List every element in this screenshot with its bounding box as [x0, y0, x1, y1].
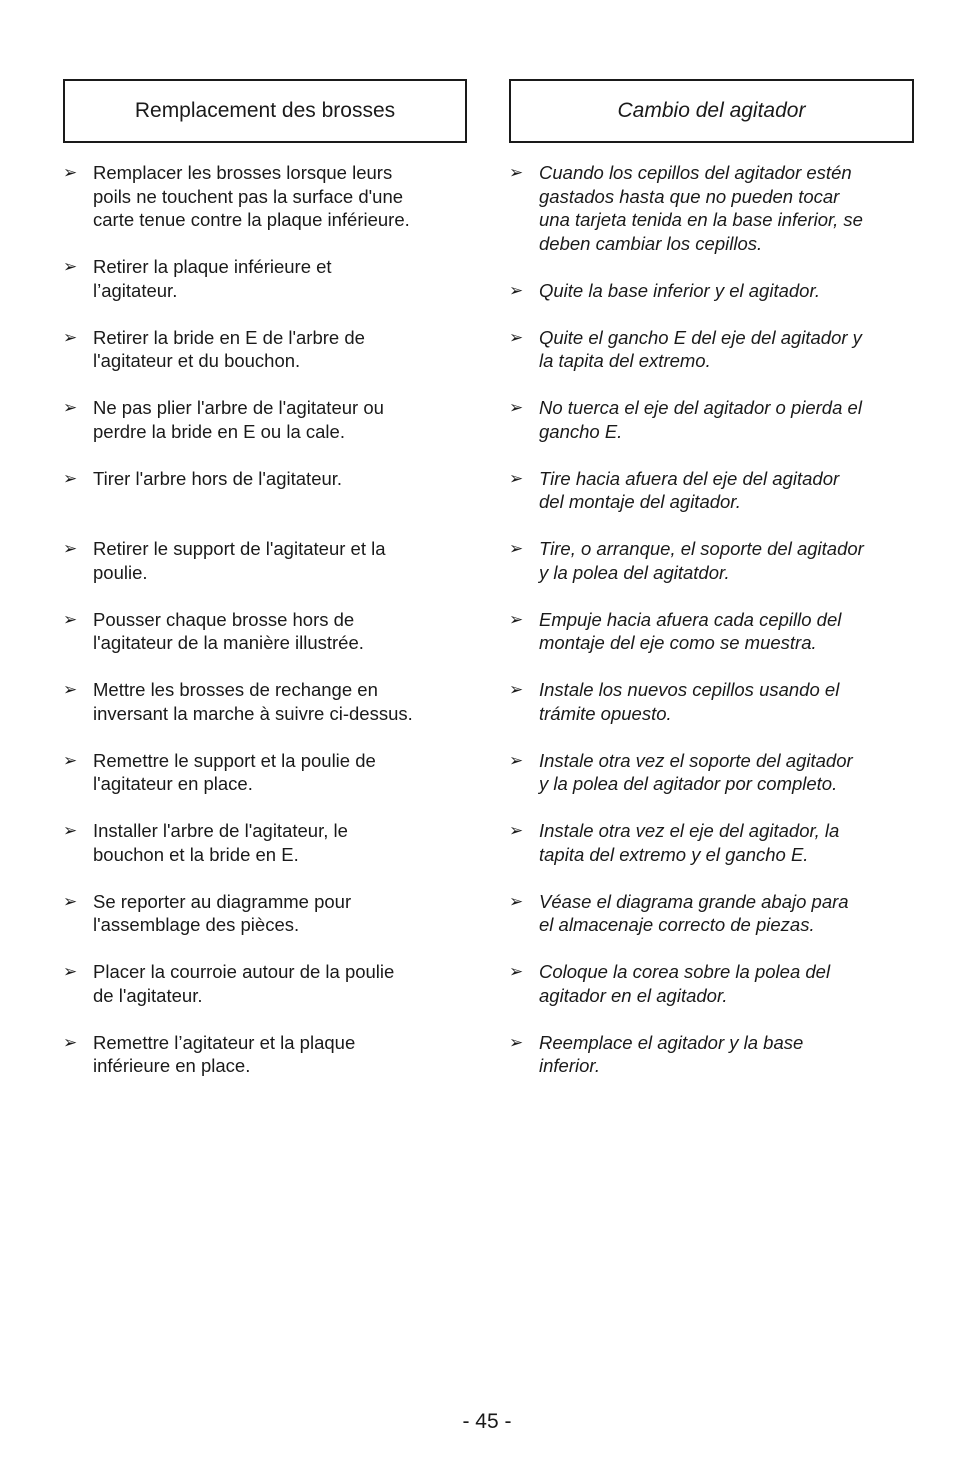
page-number: - 45 - [462, 1410, 512, 1433]
instruction-item [63, 678, 467, 725]
instruction-text-line: deben cambiar los cepillos. [539, 232, 763, 254]
arrow-bullet-icon: ➢ [509, 327, 524, 347]
instruction-item [63, 749, 467, 796]
instruction-item [63, 396, 467, 443]
instruction-text-line: bouchon et la bride en E. [93, 843, 299, 865]
instruction-text-line: gastados hasta que no pueden tocar [539, 185, 840, 207]
instruction-text-line: Empuje hacia afuera cada cepillo del [539, 608, 842, 630]
instruction-text-line: montaje del eje como se muestra. [539, 632, 817, 653]
instruction-text-line: inferior. [539, 1055, 601, 1076]
arrow-bullet-icon: ➢ [63, 962, 78, 981]
instruction-text-line: Ne pas plier l'arbre de l'agitateur ou [93, 397, 384, 418]
instruction-item [63, 819, 467, 866]
instruction-text-line: gancho E. [539, 420, 623, 442]
french-instruction-list [63, 161, 467, 1078]
instruction-text-line: Instale los nuevos cepillos usando el [539, 679, 840, 700]
arrow-bullet-icon: ➢ [63, 891, 78, 911]
instruction-text-line: Retirer le support de l'agitateur et la [93, 538, 386, 559]
arrow-bullet-icon: ➢ [63, 398, 78, 417]
instruction-item [509, 749, 914, 796]
instruction-text-line: Quite el gancho E del eje del agitador y [539, 326, 862, 348]
instruction-item [509, 960, 914, 1007]
instruction-text-line: Coloque la corea sobre la polea del [539, 961, 831, 982]
arrow-bullet-icon: ➢ [509, 962, 524, 981]
instruction-item [509, 396, 914, 443]
arrow-bullet-icon: ➢ [63, 609, 78, 629]
instruction-item [509, 890, 914, 937]
instruction-text-line: Pousser chaque brosse hors de [93, 608, 355, 630]
arrow-bullet-icon: ➢ [63, 163, 78, 182]
instruction-text-line: del montaje del agitador. [539, 491, 741, 512]
instruction-item [509, 467, 914, 514]
instruction-item [509, 1031, 914, 1078]
arrow-bullet-icon: ➢ [63, 1032, 78, 1052]
instruction-text-line: inversant la marche à suivre ci-dessus. [93, 702, 413, 724]
instruction-text-line: carte tenue contre la plaque inférieure. [93, 209, 410, 230]
arrow-bullet-icon: ➢ [509, 821, 524, 840]
instruction-text-line: Reemplace el agitador y la base [539, 1031, 804, 1053]
instruction-item [509, 326, 914, 373]
instruction-text-line: y la polea del agitador por completo. [539, 773, 838, 794]
french-section-title: Remplacement des brosses [63, 79, 467, 143]
arrow-bullet-icon: ➢ [509, 163, 524, 182]
instruction-text-line: Mettre les brosses de rechange en [93, 679, 378, 700]
instruction-text-line: poulie. [93, 561, 148, 583]
spanish-section-title: Cambio del agitador [509, 79, 914, 143]
instruction-text-line: tapita del extremo y el gancho E. [539, 843, 809, 865]
arrow-bullet-icon: ➢ [509, 609, 524, 629]
instruction-item [63, 608, 467, 655]
spanish-column [509, 79, 914, 1101]
instruction-item [63, 1031, 467, 1078]
arrow-bullet-icon: ➢ [63, 257, 78, 276]
instruction-text-line: Placer la courroie autour de la poulie [93, 961, 395, 982]
instruction-text-line: Retirer la bride en E de l'arbre de [93, 326, 365, 348]
instruction-text-line: Installer l'arbre de l'agitateur, le [93, 820, 348, 841]
instruction-item [63, 326, 467, 373]
instruction-text-line: Quite la base inferior y el agitador. [539, 279, 821, 301]
instruction-text-line: Instale otra vez el eje del agitador, la [539, 820, 840, 841]
instruction-text-line: Remettre l’agitateur et la plaque [93, 1031, 356, 1053]
instruction-text-line: inférieure en place. [93, 1055, 251, 1076]
instruction-text-line: Tire hacia afuera del eje del agitador [539, 467, 840, 489]
instruction-item [509, 537, 914, 584]
arrow-bullet-icon: ➢ [63, 750, 78, 770]
instruction-text-line: l'agitateur en place. [93, 773, 253, 794]
instruction-text-line: l'agitateur de la manière illustrée. [93, 632, 364, 653]
instruction-text-line: el almacenaje correcto de piezas. [539, 914, 815, 935]
arrow-bullet-icon: ➢ [63, 327, 78, 347]
instruction-text-line: Remettre le support et la poulie de [93, 749, 376, 771]
instruction-item [509, 279, 914, 303]
instruction-text-line: perdre la bride en E ou la cale. [93, 420, 345, 442]
arrow-bullet-icon: ➢ [63, 468, 78, 488]
instruction-item [509, 678, 914, 725]
instruction-text-line: l'agitateur et du bouchon. [93, 350, 301, 371]
instruction-text-line: Instale otra vez el soporte del agitador [539, 749, 853, 771]
arrow-bullet-icon: ➢ [509, 468, 524, 488]
instruction-text-line: Se reporter au diagramme pour [93, 890, 352, 912]
instruction-text-line: la tapita del extremo. [539, 350, 711, 371]
instruction-text-line: Cuando los cepillos del agitador estén [539, 162, 852, 183]
instruction-text-line: agitador en el agitador. [539, 984, 728, 1006]
instruction-item [509, 161, 914, 255]
arrow-bullet-icon: ➢ [509, 891, 524, 911]
instruction-item [63, 890, 467, 937]
instruction-item [63, 255, 467, 302]
instruction-text-line: l’agitateur. [93, 279, 178, 301]
instruction-text-line: una tarjeta tenida en la base inferior, se [539, 209, 863, 230]
instruction-item [63, 161, 467, 232]
instruction-text-line: poils ne touchent pas la surface d'une [93, 185, 404, 207]
arrow-bullet-icon: ➢ [509, 539, 524, 558]
arrow-bullet-icon: ➢ [63, 539, 78, 558]
instruction-text-line: No tuerca el eje del agitador o pierda el [539, 397, 862, 418]
instruction-text-line: trámite opuesto. [539, 702, 672, 724]
arrow-bullet-icon: ➢ [509, 280, 524, 300]
instruction-text-line: y la polea del agitatdor. [539, 561, 730, 583]
instruction-item [63, 537, 467, 584]
instruction-text-line: Remplacer les brosses lorsque leurs [93, 162, 393, 183]
instruction-item [509, 819, 914, 866]
arrow-bullet-icon: ➢ [509, 750, 524, 770]
instruction-text-line: de l'agitateur. [93, 984, 203, 1006]
instruction-item [63, 960, 467, 1007]
arrow-bullet-icon: ➢ [63, 680, 78, 699]
instruction-text-line: l'assemblage des pièces. [93, 914, 300, 935]
arrow-bullet-icon: ➢ [509, 1032, 524, 1052]
instruction-text-line: Véase el diagrama grande abajo para [539, 890, 849, 912]
arrow-bullet-icon: ➢ [509, 680, 524, 699]
instruction-text-line: Retirer la plaque inférieure et [93, 256, 332, 277]
spanish-instruction-list [509, 161, 914, 1078]
arrow-bullet-icon: ➢ [509, 398, 524, 417]
instruction-item [63, 467, 467, 491]
instruction-text-line: Tire, o arranque, el soporte del agitador [539, 538, 864, 559]
french-column [63, 79, 467, 1101]
arrow-bullet-icon: ➢ [63, 821, 78, 840]
instruction-item [509, 608, 914, 655]
instruction-text-line: Tirer l'arbre hors de l'agitateur. [93, 467, 343, 489]
